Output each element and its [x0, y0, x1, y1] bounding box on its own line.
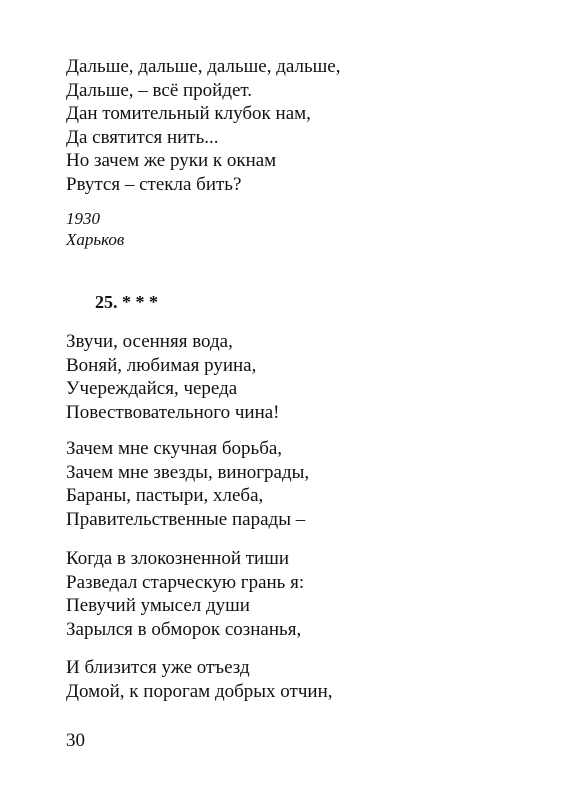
poem-title: * * *: [122, 292, 158, 312]
verse-line: Воняй, любимая руина,: [66, 354, 257, 376]
verse-line: Но зачем же руки к окнам: [66, 150, 277, 172]
verse-line: Дальше, дальше, дальше, дальше,: [66, 56, 341, 77]
verse-line: Да святится нить...: [66, 126, 219, 148]
poem-year: 1930: [66, 209, 100, 228]
verse-line: Правительственные парады –: [66, 508, 306, 530]
verse-line: Разведал старческую грань я:: [66, 571, 305, 593]
verse-line: Зачем мне звезды, винограды,: [66, 461, 310, 483]
verse-line: Звучи, осенняя вода,: [66, 331, 233, 352]
stanza-3: [66, 547, 304, 641]
previous-poem-stanza: [66, 55, 340, 197]
stanza-1: [66, 330, 280, 424]
verse-line: Рвутся – стекла бить?: [66, 173, 242, 195]
verse-line: Домой, к порогам добрых отчин,: [66, 680, 333, 702]
verse-line: Певучий умысел души: [66, 595, 250, 617]
verse-line: И близится уже отъезд: [66, 657, 250, 678]
verse-line: Учереждайся, череда: [66, 378, 238, 400]
page-number: 30: [66, 730, 85, 751]
poem-heading: [95, 291, 158, 313]
poem-dateline: [66, 208, 124, 250]
verse-line: Повествовательного чина!: [66, 401, 280, 423]
verse-line: Дальше, – всё пройдет.: [66, 79, 253, 101]
stanza-4: [66, 656, 332, 703]
verse-line: Когда в злокозненной тиши: [66, 548, 290, 569]
poem-place: Харьков: [66, 230, 125, 249]
verse-line: Дан томительный клубок нам,: [66, 103, 311, 125]
poem-number: 25.: [95, 292, 118, 312]
verse-line: Зарылся в обморок сознанья,: [66, 618, 302, 640]
verse-line: Зачем мне скучная борьба,: [66, 438, 283, 459]
stanza-2: [66, 437, 309, 531]
verse-line: Бараны, пастыри, хлеба,: [66, 485, 264, 507]
